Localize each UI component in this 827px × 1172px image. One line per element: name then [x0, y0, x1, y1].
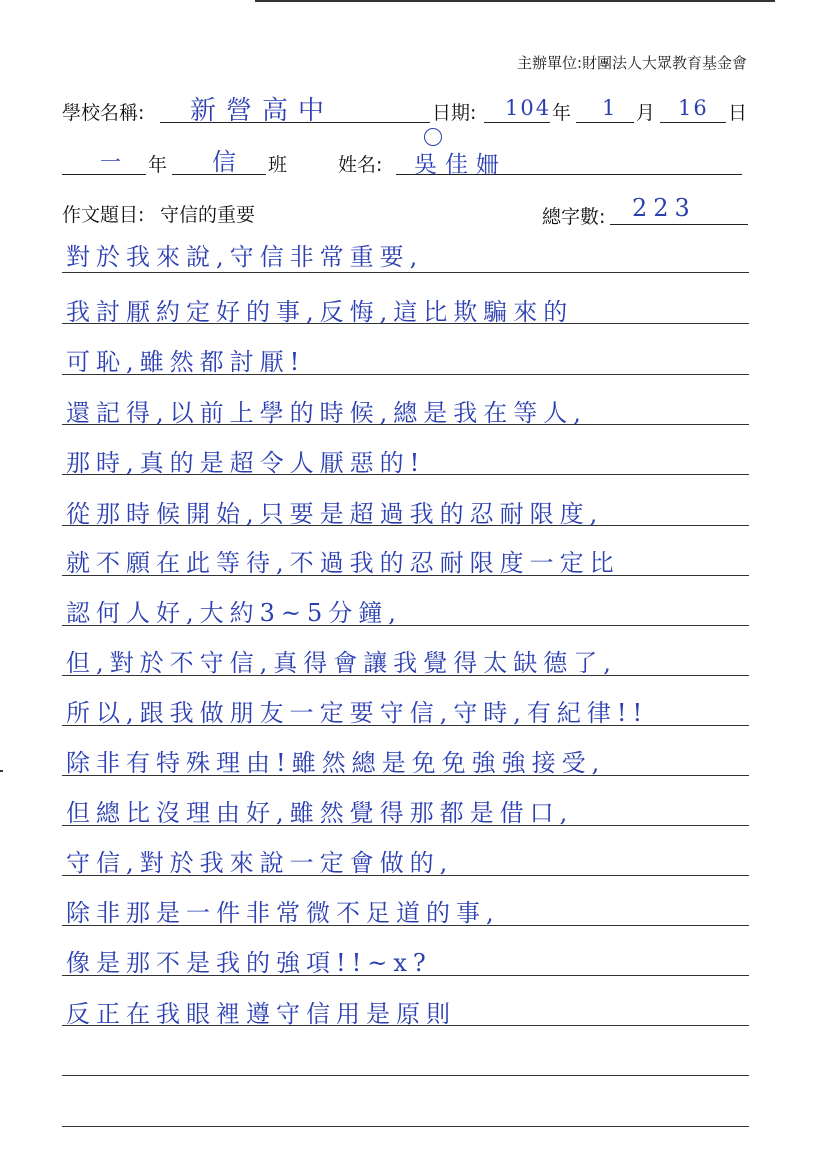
essay-line-12: 但總比沒理由好,雖然覺得那都是借口,: [66, 799, 574, 827]
count-label: 總字數:: [542, 206, 606, 228]
year-underline: [484, 122, 550, 123]
grade-label: 年: [148, 154, 168, 176]
ruled-line-2: [62, 323, 749, 324]
topic-label: 作文題目:: [62, 204, 145, 226]
ruled-line-5: [62, 474, 749, 475]
ruled-line-13: [62, 875, 749, 876]
essay-line-8: 認何人好,大約3~5分鐘,: [66, 599, 402, 627]
ruled-line-10: [62, 725, 749, 726]
essay-line-16: 反正在我眼裡遵守信用是原則: [66, 1000, 456, 1028]
topic-value: 守信的重要: [160, 204, 256, 226]
date-month: 1: [602, 96, 618, 120]
essay-line-7: 就不願在此等待,不過我的忍耐限度一定比: [66, 549, 620, 577]
ruled-line-14: [62, 925, 749, 926]
ruled-line-4: [62, 424, 749, 425]
grade-value: 一: [100, 150, 123, 174]
date-label: 日期:: [432, 102, 477, 124]
date-year: 104: [505, 96, 552, 120]
essay-line-13: 守信,對於我來說一定會做的,: [66, 849, 454, 877]
ruled-line-7: [62, 575, 749, 576]
class-value: 信: [212, 148, 238, 176]
name-label: 姓名:: [338, 154, 383, 176]
ruled-line-3: [62, 374, 749, 375]
ruled-line-15: [62, 975, 749, 976]
count-value: 223: [632, 194, 696, 222]
school-value: 新營高中: [190, 96, 335, 126]
essay-line-11: 除非有特殊理由!雖然總是免免強強接受,: [66, 749, 606, 777]
ruled-line-8: [62, 625, 749, 626]
organizer-text: 主辦單位:財團法人大眾教育基金會: [516, 54, 747, 72]
essay-line-14: 除非那是一件非常微不足道的事,: [66, 899, 500, 927]
ruled-line-18: [62, 1126, 749, 1127]
margin-mark: [0, 770, 3, 772]
ruled-line-6: [62, 525, 749, 526]
school-label: 學校名稱:: [62, 102, 145, 124]
circle-mark: [424, 128, 442, 146]
class-label: 班: [268, 154, 288, 176]
essay-line-9: 但,對於不守信,真得會讓我覺得太缺德了,: [66, 649, 617, 677]
essay-line-3: 可恥,雖然都討厭!: [66, 348, 306, 376]
essay-line-1: 對於我來說,守信非常重要,: [66, 243, 424, 271]
ruled-line-17: [62, 1075, 749, 1076]
month-underline: [576, 122, 634, 123]
date-day: 16: [678, 96, 709, 120]
essay-line-5: 那時,真的是超令人厭惡的!: [66, 449, 426, 477]
ruled-line-9: [62, 675, 749, 676]
ruled-line-11: [62, 775, 749, 776]
count-underline: [610, 224, 748, 225]
ruled-line-1: [62, 272, 749, 273]
top-border: [255, 0, 775, 2]
day-label: 日: [728, 102, 748, 124]
essay-line-10: 所以,跟我做朋友一定要守信,守時,有紀律!!: [66, 699, 649, 727]
month-label: 月: [636, 102, 656, 124]
essay-line-6: 從那時候開始,只要是超過我的忍耐限度,: [66, 500, 604, 528]
name-value: 吳佳姍: [414, 152, 507, 178]
essay-line-15: 像是那不是我的強項!!~x?: [66, 949, 432, 977]
ruled-line-16: [62, 1025, 749, 1026]
ruled-line-12: [62, 825, 749, 826]
essay-line-2: 我討厭約定好的事,反悔,這比欺騙來的: [66, 298, 574, 326]
day-underline: [660, 122, 726, 123]
year-label: 年: [552, 102, 572, 124]
essay-line-4: 還記得,以前上學的時候,總是我在等人,: [66, 399, 587, 427]
